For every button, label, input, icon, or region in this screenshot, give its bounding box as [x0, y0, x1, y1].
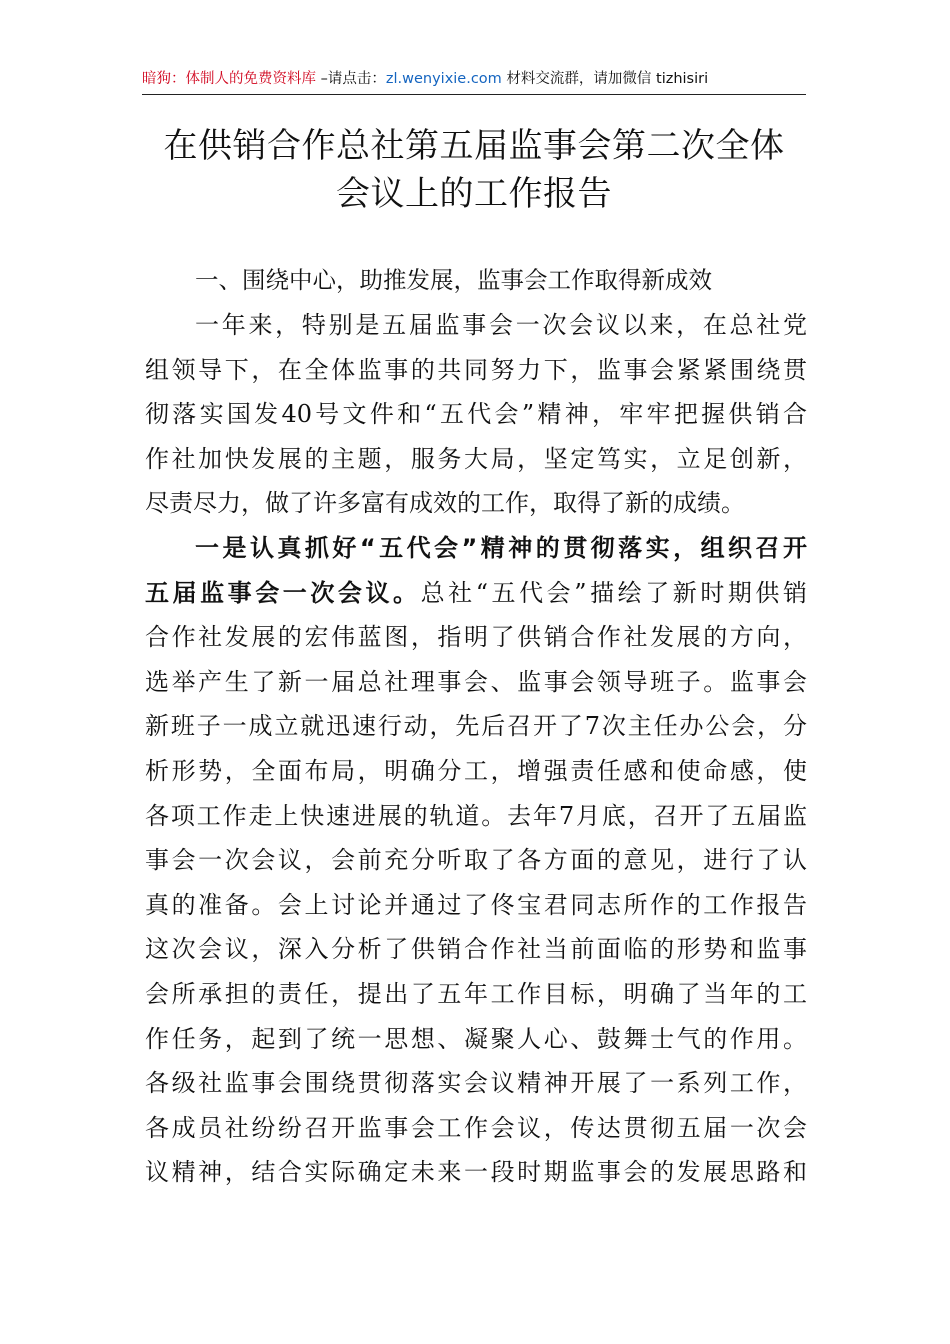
title-line-2: 会议上的工作报告 — [336, 174, 612, 214]
paragraph-line: 组领导下，在全体监事的共同努力下，监事会紧紧围绕贯 — [145, 355, 807, 384]
header-divider — [142, 94, 806, 95]
page-header — [142, 66, 806, 92]
section-heading: 一、围绕中心，助推发展，监事会工作取得新成效 — [195, 266, 712, 294]
header-wechat-note: 材料交流群，请加微信 tizhisiri — [501, 71, 709, 87]
paragraph-line: 一年来，特别是五届监事会一次会议以来，在总社党 — [195, 311, 807, 339]
paragraph-line: 尽责尽力，做了许多富有成效的工作，取得了新的成绩。 — [145, 489, 745, 518]
paragraph-line: 选举产生了新一届总社理事会、监事会领导班子。监事会 — [145, 667, 807, 696]
header-site-name: 暗狗：体制人的免费资料库 — [142, 71, 316, 87]
document-title — [142, 122, 806, 218]
paragraph-2 — [145, 526, 807, 1195]
paragraph-line-mixed — [145, 571, 807, 616]
paragraph-line: 作任务，起到了统一思想、凝聚人心、鼓舞士气的作用。 — [145, 1024, 807, 1053]
paragraph-line: 真的准备。会上讨论并通过了佟宝君同志所作的工作报告 — [145, 890, 807, 919]
paragraph-line: 各成员社纷纷召开监事会工作会议，传达贯彻五届一次会 — [145, 1113, 807, 1142]
header-click-prompt: –请点击： — [316, 71, 386, 87]
header-url-link[interactable]: zl.wenyixie.com — [385, 71, 502, 87]
paragraph-bold-lead-end: 五届监事会一次会议。 — [145, 578, 421, 607]
title-line-1: 在供销合作总社第五届监事会第二次全体 — [163, 126, 785, 166]
paragraph-text: 总社“五代会”描绘了新时期供销 — [420, 578, 807, 607]
paragraph-line: 各项工作走上快速进展的轨道。去年7月底，召开了五届监 — [145, 801, 807, 830]
paragraph-line: 彻落实国发40号文件和“五代会”精神，牢牢把握供销合 — [145, 400, 807, 429]
paragraph-line: 这次会议，深入分析了供销合作社当前面临的形势和监事 — [145, 935, 807, 964]
paragraph-line: 作社加快发展的主题，服务大局，坚定笃实，立足创新， — [145, 444, 807, 473]
paragraph-line: 议精神，结合实际确定未来一段时期监事会的发展思路和 — [145, 1158, 807, 1187]
paragraph-line: 事会一次会议，会前充分听取了各方面的意见，进行了认 — [145, 846, 807, 875]
paragraph-line: 会所承担的责任，提出了五年工作目标，明确了当年的工 — [145, 979, 807, 1008]
paragraph-bold-lead: 一是认真抓好“五代会”精神的贯彻落实，组织召开 — [195, 533, 807, 562]
paragraph-line: 新班子一成立就迅速行动，先后召开了7次主任办公会，分 — [145, 712, 807, 741]
paragraph-line: 各级社监事会围绕贯彻落实会议精神开展了一系列工作， — [145, 1069, 807, 1098]
paragraph-line: 析形势，全面布局，明确分工，增强责任感和使命感，使 — [145, 756, 807, 785]
paragraph-1 — [145, 303, 807, 526]
document-body — [145, 258, 807, 1195]
paragraph-line: 合作社发展的宏伟蓝图，指明了供销合作社发展的方向， — [145, 623, 807, 652]
